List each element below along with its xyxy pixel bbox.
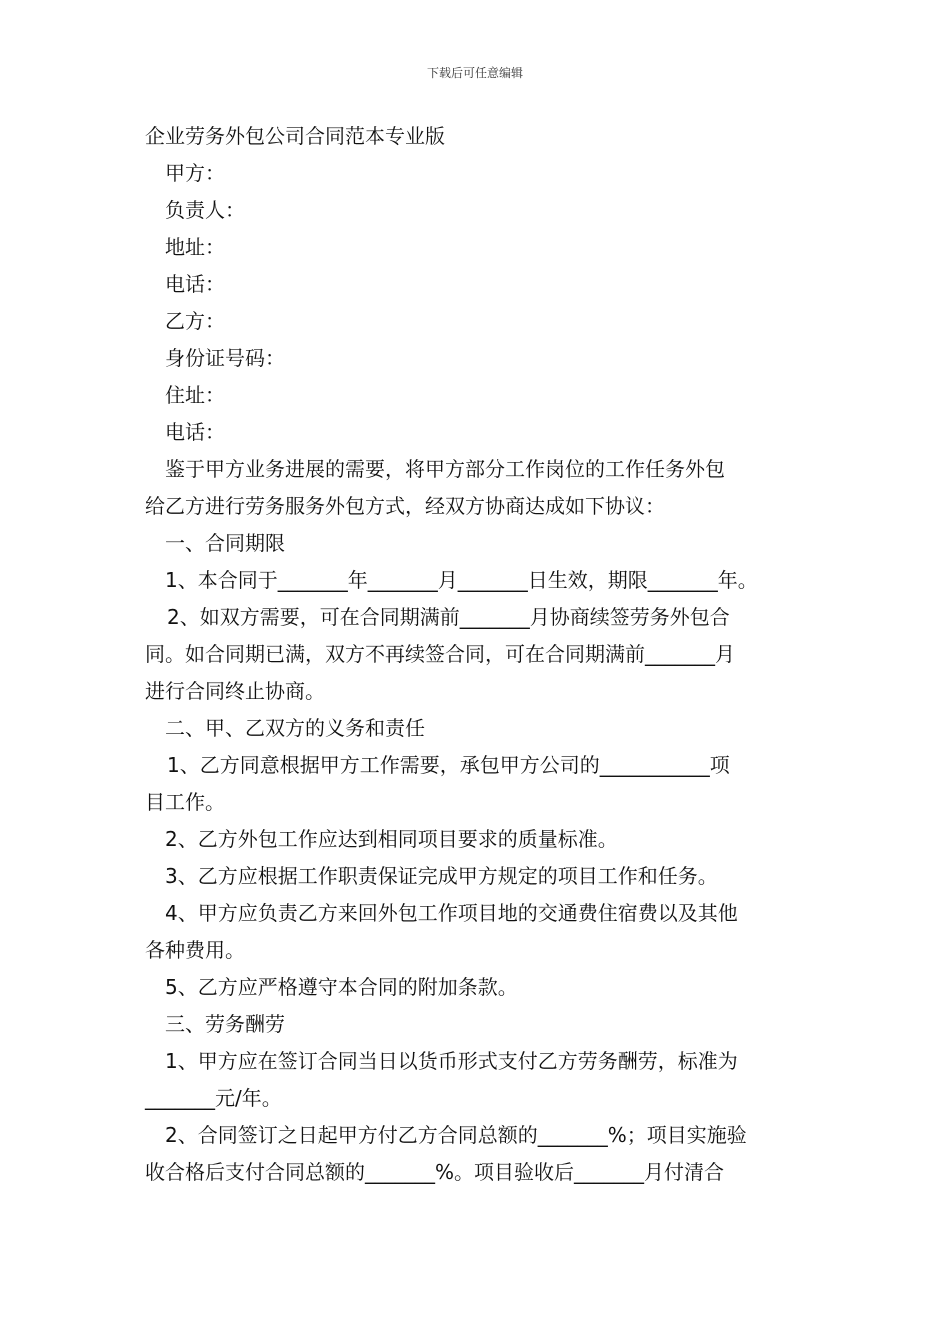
clause-1-1: 1、本合同于_______年_______月_______日生效，期限_______年。	[165, 568, 758, 592]
document-body	[145, 118, 810, 1191]
clause-1-2-line-2: 同。如合同期已满，双方不再续签合同，可在合同期满前_______月	[145, 642, 735, 666]
intro-line-1: 鉴于甲方业务进展的需要，将甲方部分工作岗位的工作任务外包	[165, 457, 725, 481]
clause-2-2: 2、乙方外包工作应达到相同项目要求的质量标准。	[165, 827, 618, 851]
clause-2-4-line-1: 4、甲方应负责乙方来回外包工作项目地的交通费住宿费以及其他	[165, 901, 738, 925]
clause-2-4-line-2: 各种费用。	[145, 938, 245, 962]
field-party-b: 乙方：	[165, 309, 225, 333]
clause-3-2-line-2: 收合格后支付合同总额的_______%。项目验收后_______月付清合	[145, 1160, 725, 1184]
section-2-heading: 二、甲、乙双方的义务和责任	[165, 716, 425, 740]
field-party-a: 甲方：	[165, 161, 225, 185]
page-header: 下载后可任意编辑	[426, 66, 523, 80]
field-address: 地址：	[165, 235, 225, 259]
section-3-heading: 三、劳务酬劳	[165, 1012, 285, 1036]
section-1-heading: 一、合同期限	[165, 531, 285, 555]
field-id-number: 身份证号码：	[165, 346, 285, 370]
clause-2-1-line-1: 1、乙方同意根据甲方工作需要，承包甲方公司的___________项	[167, 753, 730, 777]
clause-3-2-line-1: 2、合同签订之日起甲方付乙方合同总额的_______%；项目实施验	[165, 1123, 747, 1147]
intro-line-2: 给乙方进行劳务服务外包方式，经双方协商达成如下协议：	[145, 494, 665, 518]
field-phone-a: 电话：	[165, 272, 225, 296]
clause-3-1-line-1: 1、甲方应在签订合同当日以货币形式支付乙方劳务酬劳，标准为	[165, 1049, 738, 1073]
clause-1-2-line-1: 2、如双方需要，可在合同期满前_______月协商续签劳务外包合	[167, 605, 730, 629]
field-responsible-person: 负责人：	[165, 198, 245, 222]
clause-2-3: 3、乙方应根据工作职责保证完成甲方规定的项目工作和任务。	[165, 864, 718, 888]
document-title: 企业劳务外包公司合同范本专业版	[145, 124, 445, 148]
clause-3-1-line-2: _______元/年。	[145, 1086, 282, 1110]
clause-2-5: 5、乙方应严格遵守本合同的附加条款。	[165, 975, 518, 999]
field-phone-b: 电话：	[165, 420, 225, 444]
field-residence: 住址：	[165, 383, 225, 407]
clause-2-1-line-2: 目工作。	[145, 790, 225, 814]
clause-1-2-line-3: 进行合同终止协商。	[145, 679, 325, 703]
